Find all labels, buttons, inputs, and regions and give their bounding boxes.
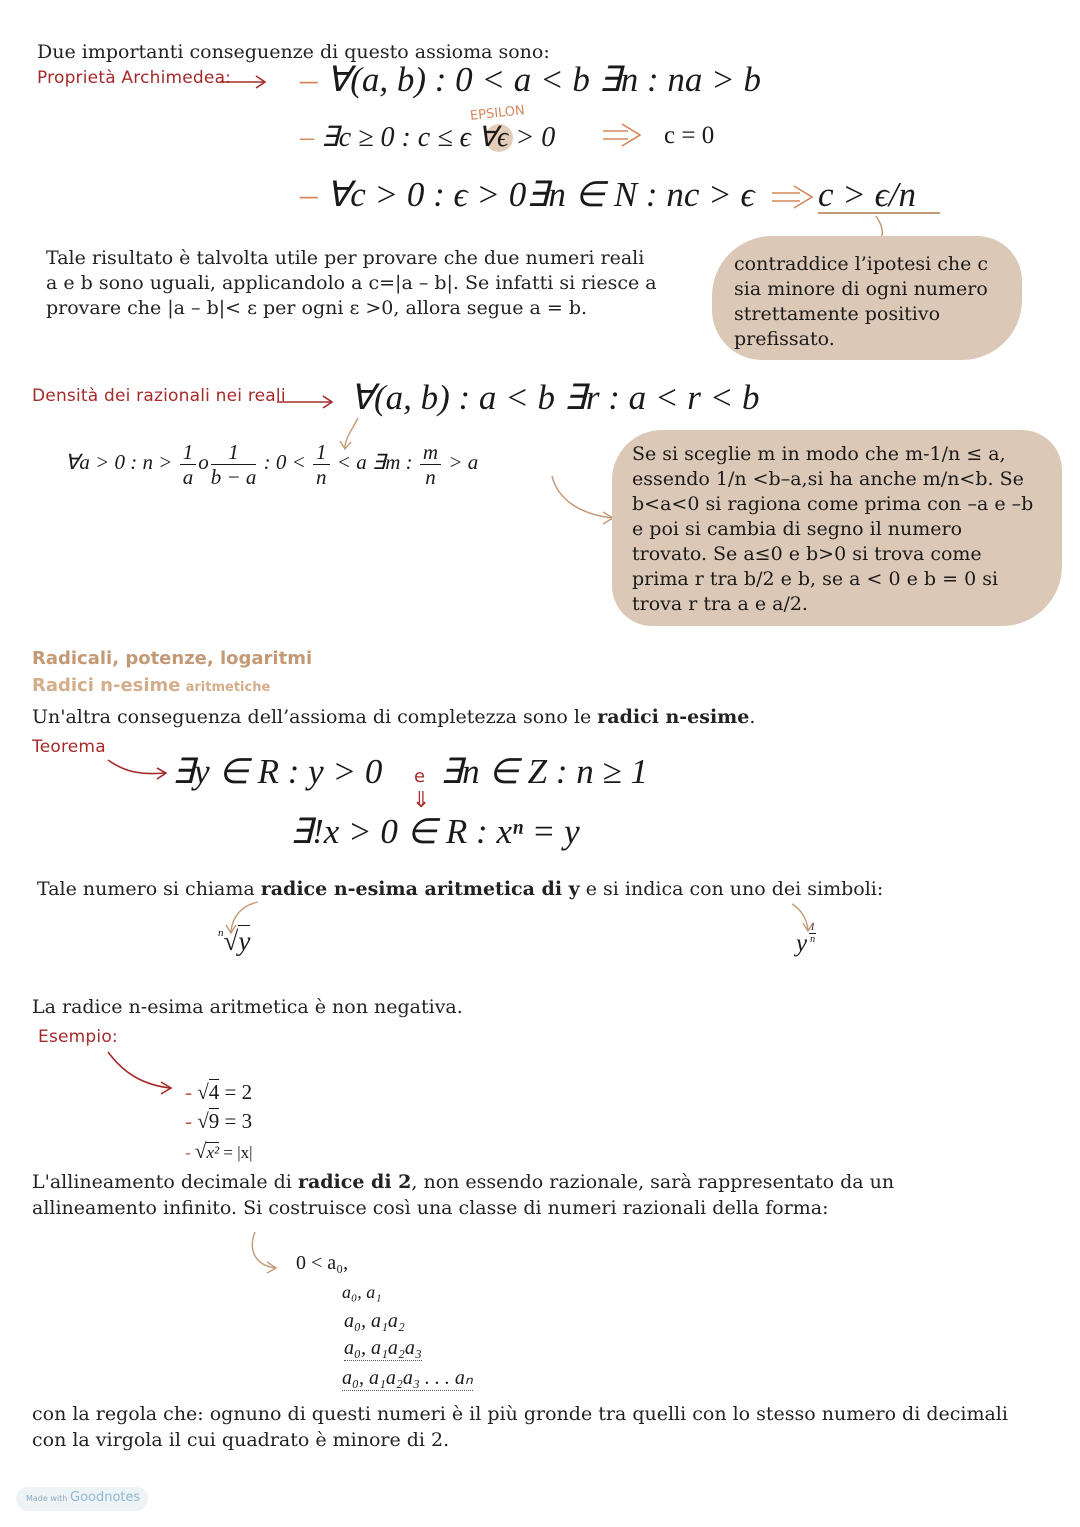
sequence-item: 0 < a₀, <box>296 1252 349 1274</box>
bubble2-line: e poi si cambia di segno il numero <box>632 518 963 540</box>
sequence-item: a₀, a₁a₂ <box>344 1310 405 1332</box>
formula-2-text: ∃c ≥ 0 : c ≤ ϵ ∀ϵ > 0 <box>321 122 556 153</box>
bubble1-line: sia minore di ogni numero <box>734 278 988 300</box>
nth-root-symbol: $^n$√y <box>218 926 251 956</box>
theorem-result: ∃!x > 0 ∈ R : xⁿ = y <box>290 812 580 851</box>
formula-3-result: c > ϵ/n <box>818 175 916 214</box>
bubble2-line: Se si sceglie m in modo che m-1/n ≤ a, <box>632 443 1006 465</box>
root-definition: Tale numero si chiama radice n-esima aritmetica di y e si indica con uno dei simboli: <box>37 878 884 900</box>
explanation-line-2: a e b sono uguali, applicandolo a c=|a – b|. Se infatti si riesce a <box>46 272 657 294</box>
goodnotes-badge[interactable] <box>16 1487 148 1511</box>
sequence-arrow <box>252 1232 276 1273</box>
theorem-and: e <box>414 766 426 787</box>
sequence-item: a₀, a₁a₂a₃ . . . aₙ <box>342 1367 473 1389</box>
rule-line-2: con la virgola il cui quadrato è minore di 2. <box>32 1429 450 1451</box>
sequence-item: a₀, a₁a₂a₃ <box>344 1337 422 1359</box>
power-symbol: y $\frac{1}{n}$ <box>796 921 816 957</box>
implies-down: ⇓ <box>412 788 431 813</box>
theorem-part-2: ∃n ∈ Z : n ≥ 1 <box>440 752 648 791</box>
fraction-1-over-b-minus-a: $\frac{1}{b - a}$ <box>210 439 257 489</box>
nonnegative-note: La radice n-esima aritmetica è non negativa. <box>32 996 463 1018</box>
formula-3-text: ∀c > 0 : ϵ > 0∃n ∈ N : nc > ϵ <box>326 175 755 214</box>
decimal-line-2: allineamento infinito. Si costruisce così una classe di numeri razionali della forma: <box>32 1197 829 1219</box>
bubble1-line: contraddice l’ipotesi che c <box>734 253 989 275</box>
ineq-mid-2: < a ∃m : <box>336 450 413 474</box>
intro-text: Due importanti conseguenze di questo assioma sono: <box>37 41 550 63</box>
explanation-line-3: provare che |a – b|< ε per ogni ε >0, allora segue a = b. <box>46 297 588 319</box>
formula-3 <box>300 175 755 215</box>
bubble2-line: trova r tra a e a/2. <box>632 593 808 615</box>
bullet-dash: – <box>300 122 321 153</box>
note-bubble-2 <box>612 430 1062 626</box>
fraction-1-over-n: $\frac{1}{n}$ <box>313 440 330 489</box>
bubble2-arrow <box>552 476 613 524</box>
bubble2-line: essendo 1/n <b–a,si ha anche m/n<b. Se <box>632 468 1024 490</box>
subheading-main: Radici n-esime <box>32 675 181 696</box>
formula-2 <box>300 120 555 154</box>
ineq-prefix: ∀a > 0 : n > <box>65 450 173 474</box>
density-label: Densità dei razionali nei reali <box>32 386 286 406</box>
example-label: Esempio: <box>38 1027 118 1047</box>
fraction-1-over-a: $\frac{1}{a}$ <box>180 440 197 489</box>
bubble2-line: trovato. Se a≤0 e b>0 si trova come <box>632 543 982 565</box>
explanation-line-1: Tale risultato è talvolta utile per provare che due numeri reali <box>46 247 645 269</box>
or-text: o <box>198 450 209 474</box>
section-heading: Radicali, potenze, logaritmi <box>32 648 313 669</box>
density-formula: ∀(a, b) : a < b ∃r : a < r < b <box>350 378 760 417</box>
sequence-item: a₀, a₁ <box>342 1282 382 1302</box>
ineq-end: > a <box>448 450 479 474</box>
theorem-label: Teorema <box>32 737 106 757</box>
example-row: - √9 = 3 <box>185 1109 253 1133</box>
formula-2-result: c = 0 <box>664 122 715 149</box>
badge-brand: Goodnotes <box>70 1490 141 1505</box>
ineq-mid: : 0 < <box>263 450 306 474</box>
bullet-dash: - <box>185 1143 195 1162</box>
formula-1 <box>300 60 761 100</box>
rule-line-1: con la regola che: ognuno di questi numeri è il più gronde tra quelli con lo stesso numero di decimali <box>32 1403 1008 1425</box>
subheading-small: aritmetiche <box>185 680 271 695</box>
fraction-m-over-n: $\frac{m}{n}$ <box>420 440 441 489</box>
bullet-dash: - <box>185 1080 198 1104</box>
example-row: - √4 = 2 <box>185 1080 253 1104</box>
formula-1-text: ∀(a, b) : 0 < a < b ∃n : na > b <box>326 60 762 99</box>
bubble2-line: b<a<0 si ragiona come prima con –a e –b <box>632 493 1034 515</box>
completeness-intro: Un'altra conseguenza dell’assioma di completezza sono le radici n-esime. <box>32 706 756 728</box>
implies-arrow-1 <box>603 124 640 146</box>
bullet-dash: – <box>300 175 327 214</box>
bubble2-line: prima r tra b/2 e b, se a < 0 e b = 0 si <box>632 568 999 590</box>
note-bubble-1 <box>712 236 1022 360</box>
badge-made-with: Made with <box>26 1494 68 1503</box>
example-row: - √x² = |x| <box>185 1139 253 1163</box>
implies-arrow-2 <box>772 186 812 208</box>
theorem-arrow <box>108 760 166 779</box>
archimedes-label: Proprietà Archimedea: <box>37 68 232 88</box>
section-subheading <box>32 675 270 696</box>
bullet-dash: - <box>185 1109 198 1133</box>
bubble1-line: strettamente positivo <box>734 303 941 325</box>
bubble1-line: prefissato. <box>734 328 835 350</box>
density-inequality <box>65 432 478 492</box>
epsilon-note: EPSILON <box>469 103 526 124</box>
decimal-line-1: L'allineamento decimale di radice di 2, non essendo razionale, sarà rappresentato da un <box>32 1171 895 1193</box>
example-arrow <box>108 1052 171 1094</box>
theorem-part-1: ∃y ∈ R : y > 0 <box>172 752 383 791</box>
bullet-dash: – <box>300 60 327 99</box>
